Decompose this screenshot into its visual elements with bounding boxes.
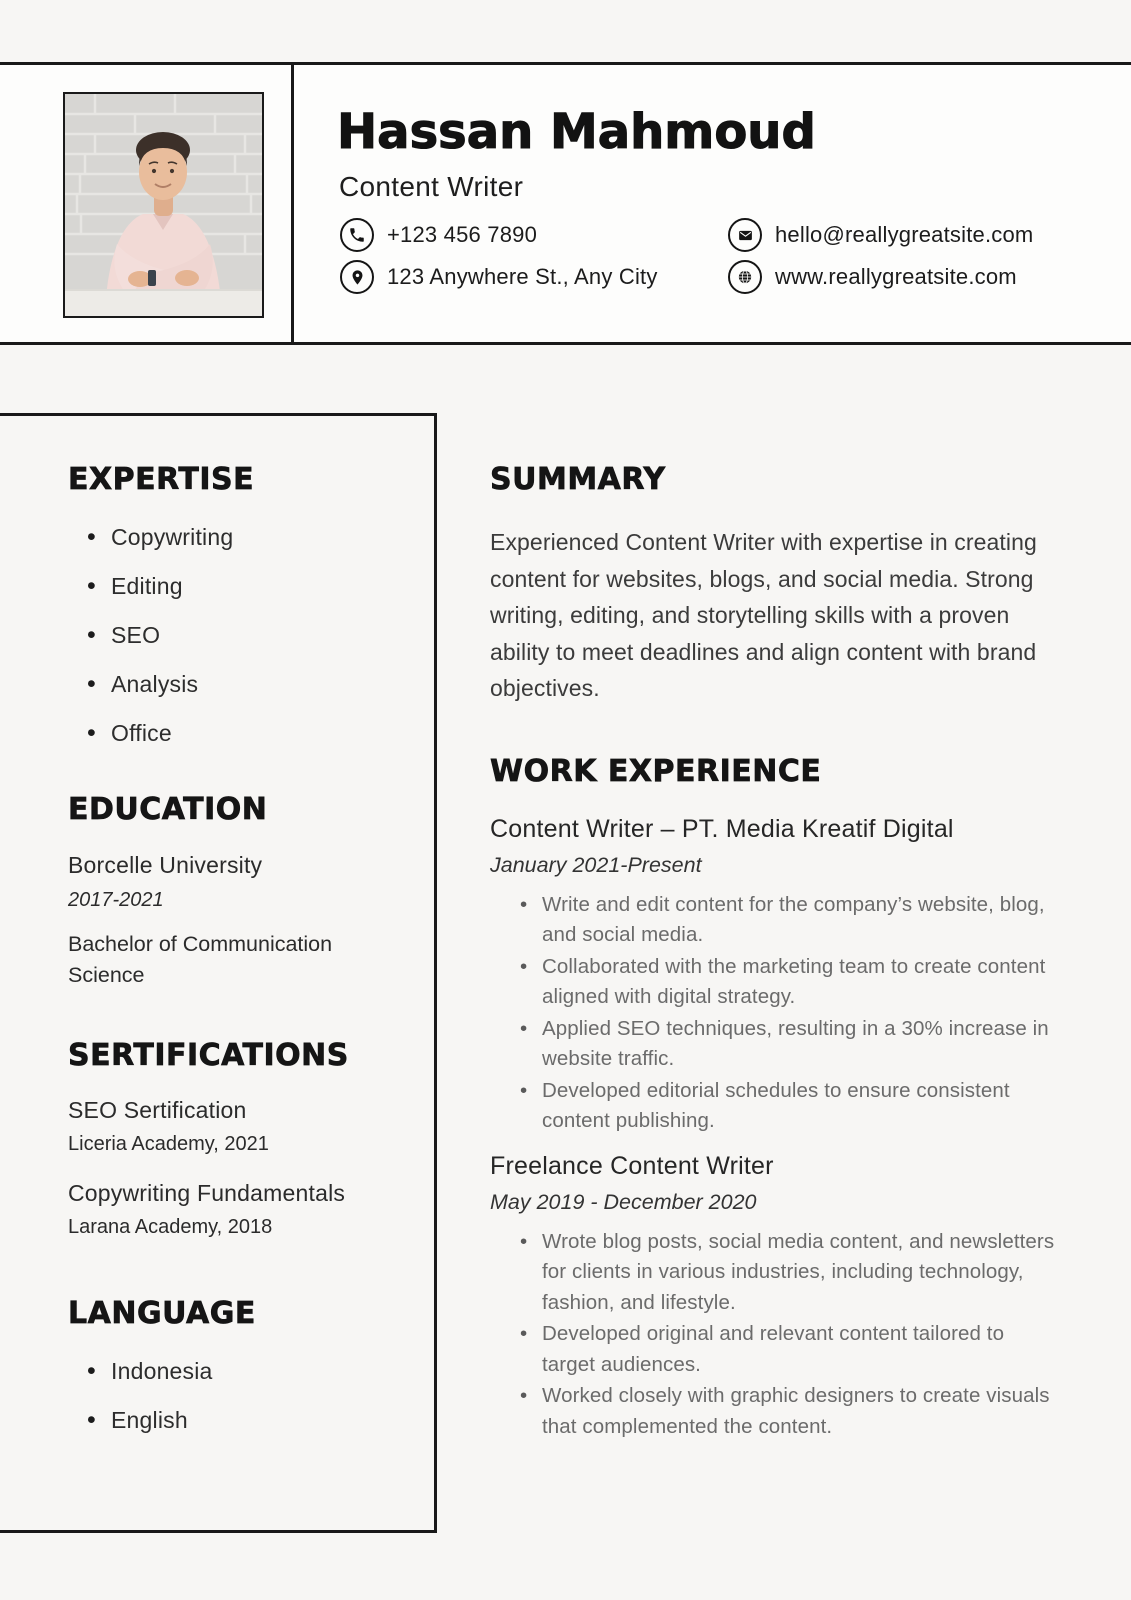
location-icon — [340, 260, 374, 294]
certification-name: Copywriting Fundamentals — [68, 1180, 346, 1206]
phone-icon — [340, 218, 374, 252]
phone-number: +123 456 7890 — [387, 222, 538, 247]
job-entry — [490, 1152, 1056, 1443]
certification-name: SEO Sertification — [68, 1097, 247, 1123]
job-bullet: • Applied SEO techniques, resulting in a 30% increase in website traffic. — [542, 1014, 1056, 1075]
job-title: Freelance Content Writer — [490, 1151, 774, 1180]
job-bullet: • Wrote blog posts, social media content, and newsletters for clients in various industries, including technology, fashion, and lifestyle. — [542, 1227, 1056, 1319]
profile-photo — [63, 92, 264, 318]
list-item: • Office — [111, 720, 404, 747]
website-text: www.reallygreatsite.com — [775, 264, 1017, 289]
certifications-heading: SERTIFICATIONS — [68, 1038, 349, 1073]
list-item: • SEO — [111, 622, 404, 649]
language-list — [68, 1358, 404, 1434]
job-bullets — [490, 1227, 1056, 1443]
contact-address — [340, 260, 658, 294]
job-bullet: • Developed editorial schedules to ensure consistent content publishing. — [542, 1076, 1056, 1137]
address-text: 123 Anywhere St., Any City — [387, 264, 658, 289]
job-date: May 2019 - December 2020 — [490, 1189, 757, 1214]
header-top-rule — [0, 62, 1131, 65]
job-bullet: • Developed original and relevant content tailored to target audiences. — [542, 1319, 1056, 1380]
list-item: • English — [111, 1407, 404, 1434]
header-bottom-rule — [0, 342, 1131, 345]
profile-photo-illustration — [65, 94, 262, 316]
contact-email — [728, 218, 1033, 252]
jobs-container — [490, 815, 1056, 1443]
education-degree: Bachelor of Communication Science — [68, 932, 333, 987]
certification-org: Larana Academy, 2018 — [68, 1216, 273, 1238]
list-item: • Indonesia — [111, 1358, 404, 1385]
job-date: January 2021-Present — [490, 852, 702, 877]
summary-text: Experienced Content Writer with expertise in creating content for websites, blogs, and social media. Strong writing, editing, and storytelling skills with a proven ability to meet deadlines and align content with brand objectives. — [490, 529, 1037, 701]
list-item: • Analysis — [111, 671, 404, 698]
work-experience-heading: WORK EXPERIENCE — [490, 753, 822, 789]
certifications-list — [68, 1097, 404, 1239]
person-name: Hassan Mahmoud — [337, 104, 816, 160]
certification-entry — [68, 1180, 404, 1239]
certification-entry — [68, 1097, 404, 1156]
expertise-heading: EXPERTISE — [68, 462, 255, 497]
job-entry — [490, 815, 1056, 1137]
sidebar — [0, 413, 437, 1533]
contact-phone — [340, 218, 537, 252]
email-text: hello@reallygreatsite.com — [775, 222, 1034, 247]
job-bullets — [490, 890, 1056, 1137]
education-years: 2017-2021 — [68, 889, 164, 911]
list-item: • Copywriting — [111, 524, 404, 551]
summary-heading: SUMMARY — [490, 462, 666, 497]
job-bullet: • Write and edit content for the company’s website, blog, and social media. — [542, 890, 1056, 951]
education-heading: EDUCATION — [68, 792, 268, 827]
list-item: • Editing — [111, 573, 404, 600]
header-vertical-divider — [291, 62, 294, 345]
contact-website — [728, 260, 1017, 294]
language-heading: LANGUAGE — [68, 1296, 256, 1331]
job-bullet: • Collaborated with the marketing team to create content aligned with digital strategy. — [542, 952, 1056, 1013]
education-school: Borcelle University — [68, 852, 263, 878]
globe-icon — [728, 260, 762, 294]
certification-org: Liceria Academy, 2021 — [68, 1133, 269, 1155]
expertise-list — [68, 524, 404, 747]
email-icon — [728, 218, 762, 252]
job-bullet: • Worked closely with graphic designers to create visuals that complemented the content. — [542, 1381, 1056, 1442]
main-column — [490, 462, 1056, 1443]
person-job-title: Content Writer — [339, 171, 524, 202]
job-title: Content Writer – PT. Media Kreatif Digital — [490, 814, 954, 843]
